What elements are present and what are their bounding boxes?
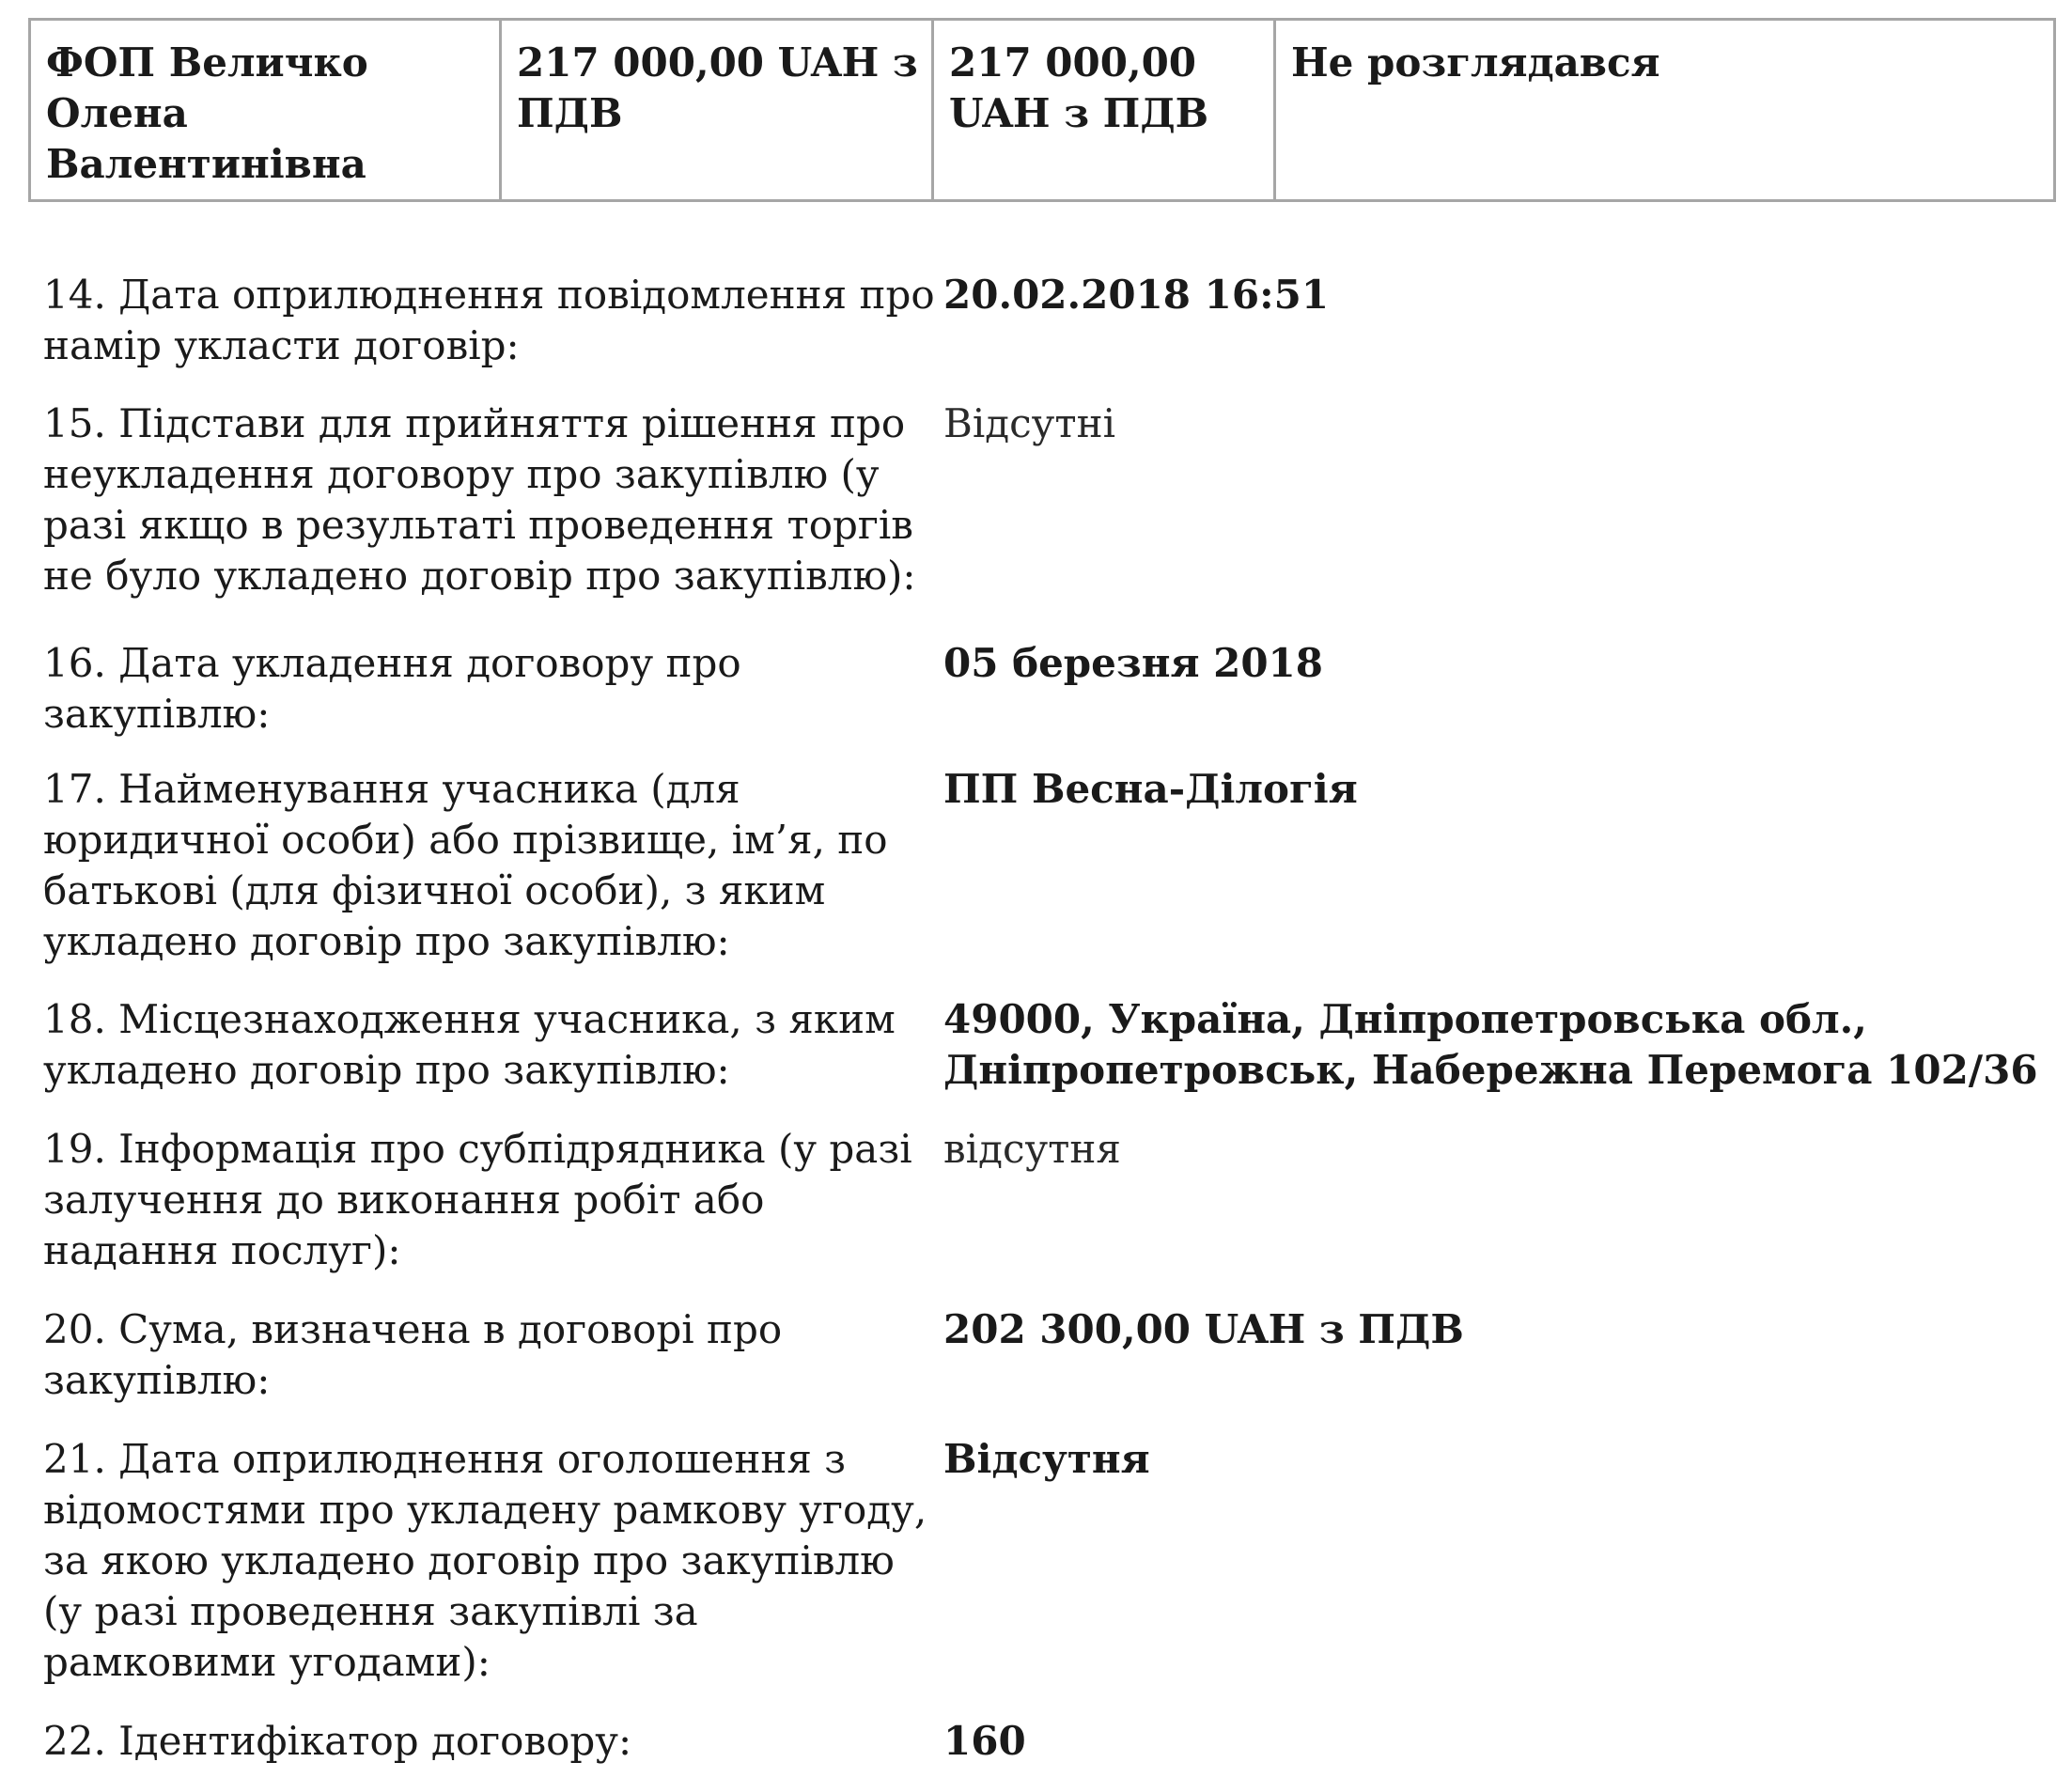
field-value-18: 49000, Україна, Дніпропетровська обл., Дніпропетровськ, Набережна Перемога 102/36 [943, 996, 2038, 1093]
field-value-17: ПП Весна-Ділогія [943, 766, 1358, 812]
initial-price-cell: 217 000,00 UAH з ПДВ [501, 20, 933, 201]
field-label-17: 17. Найменування учасника (для юридичної особи) або прізвище, ім’я, по батькові (для фізичної особи), з яким укладено договір про закупівлю: [43, 766, 888, 964]
field-row-16 [43, 633, 2054, 764]
decision-cell: Не розглядався [1275, 20, 2055, 201]
field-row-19 [43, 1124, 2054, 1304]
field-label-15: 15. Підстави для прийняття рішення про неукладення договору про закупівлю (у разі якщо в результаті проведення торгів не було укладено договір про закупівлю): [43, 400, 916, 599]
field-row-20 [43, 1304, 2054, 1434]
field-value-21: Відсутня [943, 1436, 1150, 1482]
field-label-18: 18. Місцезнаходження учасника, з яким укладено договір про закупівлю: [43, 996, 896, 1093]
field-row-17 [43, 764, 2054, 994]
field-label-16: 16. Дата укладення договору про закупівлю: [43, 640, 741, 737]
field-label-14: 14. Дата оприлюднення повідомлення про намір укласти договір: [43, 272, 935, 368]
field-value-19: відсутня [943, 1126, 1121, 1172]
field-value-15: Відсутні [943, 400, 1116, 446]
table-row [30, 20, 2055, 201]
field-label-19: 19. Інформація про субпідрядника (у разі залучення до виконання робіт або надання послуг): [43, 1126, 912, 1273]
field-row-22 [43, 1716, 2054, 1772]
field-row-21 [43, 1434, 2054, 1716]
field-value-22: 160 [943, 1718, 1026, 1764]
field-row-14 [43, 270, 2054, 375]
procurement-fields [43, 270, 2054, 1772]
field-value-14: 20.02.2018 16:51 [943, 272, 1330, 318]
field-value-16: 05 березня 2018 [943, 640, 1323, 686]
bidders-table [28, 18, 2056, 202]
field-label-20: 20. Сума, визначена в договорі про закупівлю: [43, 1306, 783, 1403]
field-label-21: 21. Дата оприлюднення оголошення з відомостями про укладену рамкову угоду, за якою укладено договір про закупівлю (у разі проведення закупівлі за рамковими угодами): [43, 1436, 927, 1685]
participant-name-cell: ФОП Величко Олена Валентинівна [30, 20, 501, 201]
field-row-15 [43, 375, 2054, 633]
field-value-20: 202 300,00 UAH з ПДВ [943, 1306, 1464, 1352]
field-label-22: 22. Ідентифікатор договору: [43, 1718, 632, 1764]
final-price-cell: 217 000,00 UAH з ПДВ [933, 20, 1275, 201]
field-row-18 [43, 994, 2054, 1124]
